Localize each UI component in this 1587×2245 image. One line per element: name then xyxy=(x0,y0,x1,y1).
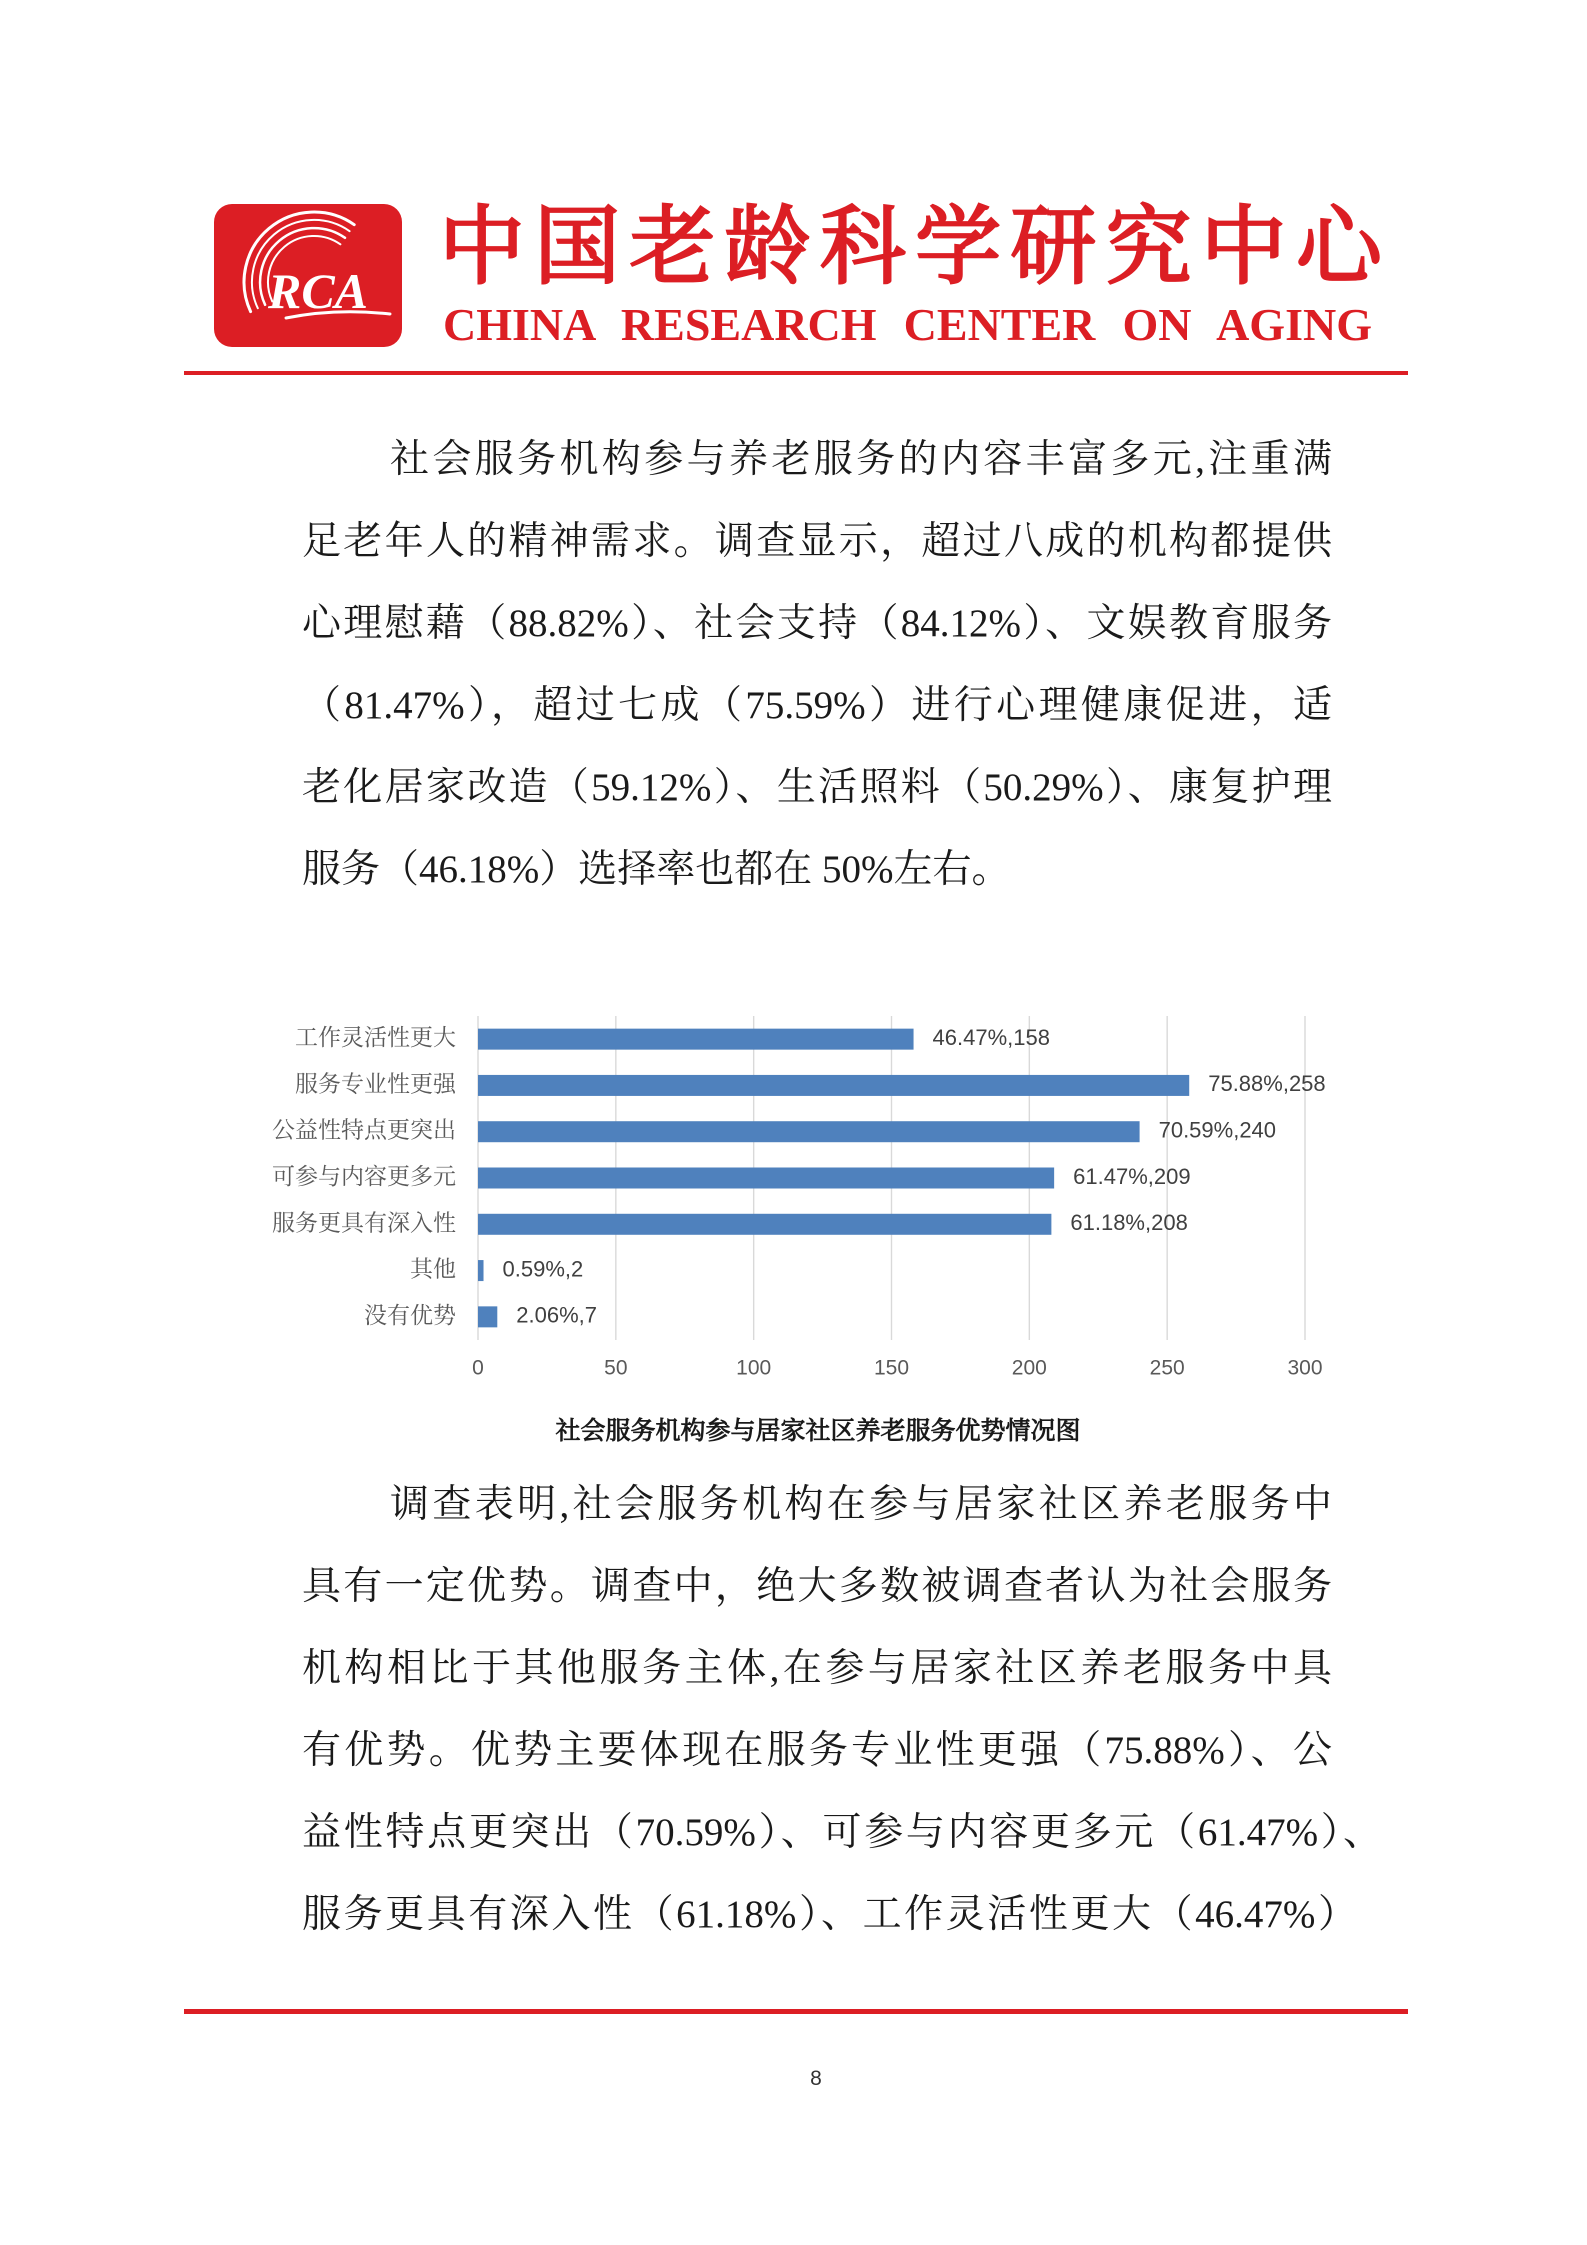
category-label: 工作灵活性更大 xyxy=(295,1025,456,1052)
text-line: 调查表明,社会服务机构在参与居家社区养老服务中 xyxy=(390,1483,1332,1526)
category-label: 服务更具有深入性 xyxy=(272,1210,456,1237)
logo-lettering: RCA xyxy=(267,263,369,319)
text-line: 有优势。优势主要体现在服务专业性更强（75.88%）、公 xyxy=(302,1729,1332,1772)
text-line: 老化居家改造（59.12%）、生活照料（50.29%）、康复护理 xyxy=(302,766,1332,809)
text-line: 服务（46.18%）选择率也都在 50%左右。 xyxy=(302,848,1011,891)
data-label: 75.88%,258 xyxy=(1208,1071,1326,1097)
page-number: 8 xyxy=(810,2067,822,2090)
paragraph-2 xyxy=(302,1464,1392,1956)
category-label: 其他 xyxy=(410,1256,456,1283)
text-line: 足老年人的精神需求。调查显示，超过八成的机构都提供 xyxy=(302,520,1332,563)
data-label: 0.59%,2 xyxy=(502,1256,584,1282)
x-tick-label: 200 xyxy=(1011,1356,1047,1380)
bar-4 xyxy=(478,1214,1051,1235)
footer-rule xyxy=(184,2009,1408,2014)
x-tick-label: 300 xyxy=(1287,1356,1323,1380)
text-line: 具有一定优势。调查中，绝大多数被调查者认为社会服务 xyxy=(302,1565,1332,1608)
bar-5 xyxy=(478,1260,484,1281)
category-label: 服务专业性更强 xyxy=(295,1071,456,1098)
x-tick-label: 100 xyxy=(736,1356,772,1380)
text-line: （81.47%），超过七成（75.59%）进行心理健康促进，适 xyxy=(302,684,1332,727)
header-rule xyxy=(184,371,1408,375)
org-name-chinese: 中国老龄科学研究中心 xyxy=(439,196,1382,297)
text-line: 社会服务机构参与养老服务的内容丰富多元,注重满 xyxy=(390,438,1332,481)
text-line: 服务更具有深入性（61.18%）、工作灵活性更大（46.47%） xyxy=(302,1893,1357,1936)
x-tick-label: 50 xyxy=(604,1356,628,1380)
x-tick-label: 250 xyxy=(1149,1356,1185,1380)
x-tick-label: 0 xyxy=(472,1356,484,1380)
text-line: 心理慰藉（88.82%）、社会支持（84.12%）、文娱教育服务 xyxy=(302,602,1332,645)
chart-title: 社会服务机构参与居家社区养老服务优势情况图 xyxy=(555,1416,1081,1445)
data-label: 2.06%,7 xyxy=(516,1302,598,1328)
bar-6 xyxy=(478,1306,497,1327)
data-label: 46.47%,158 xyxy=(932,1024,1050,1050)
x-tick-label: 150 xyxy=(873,1356,910,1380)
paragraph-1 xyxy=(302,419,1392,911)
data-label: 61.18%,208 xyxy=(1070,1210,1188,1236)
data-label: 70.59%,240 xyxy=(1158,1117,1277,1143)
bar-1 xyxy=(478,1075,1189,1096)
logo-graphic xyxy=(214,204,402,347)
text-line: 益性特点更突出（70.59%）、可参与内容更多元（61.47%）、 xyxy=(302,1811,1382,1854)
text-line: 机构相比于其他服务主体,在参与居家社区养老服务中具 xyxy=(302,1647,1332,1690)
category-label: 可参与内容更多元 xyxy=(272,1164,456,1190)
bar-3 xyxy=(478,1168,1054,1189)
org-name-english: CHINA RESEARCH CENTER ON AGING xyxy=(443,299,1372,350)
advantage-bar-chart xyxy=(0,990,1587,1400)
category-label: 公益性特点更突出 xyxy=(272,1117,456,1144)
bar-2 xyxy=(478,1121,1140,1142)
data-label: 61.47%,209 xyxy=(1073,1163,1191,1189)
rca-logo xyxy=(214,204,402,347)
category-label: 没有优势 xyxy=(364,1302,456,1329)
bar-0 xyxy=(478,1029,914,1050)
